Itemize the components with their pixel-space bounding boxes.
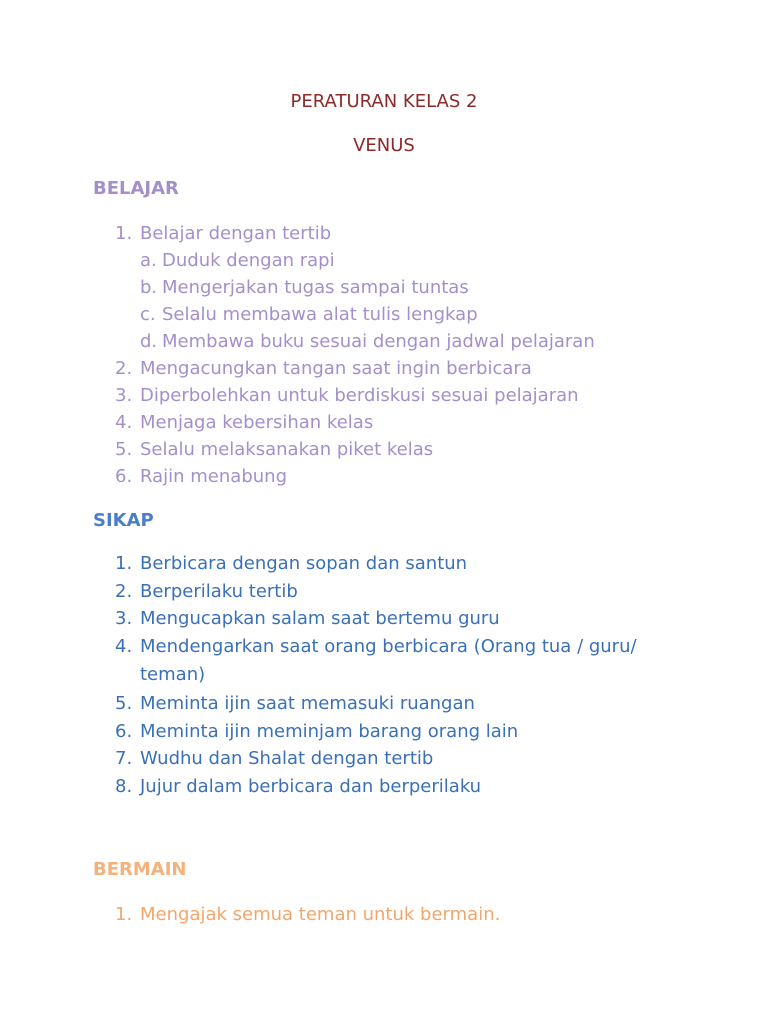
item-number: b. (140, 277, 158, 298)
item-text: Membawa buku sesuai dengan jadwal pelajaran (162, 331, 595, 352)
item-number: 2. (115, 580, 133, 602)
item-text: Berbicara dengan sopan dan santun (140, 553, 468, 574)
list-sikap (115, 550, 637, 800)
list-bermain (115, 901, 500, 928)
item-number: 3. (115, 608, 133, 629)
item-text: Diperbolehkan untuk berdiskusi sesuai pelajaran (140, 385, 579, 406)
section-heading-bermain: BERMAIN (93, 859, 187, 880)
item-text: teman) (140, 664, 206, 685)
item-text: Berperilaku tertib (140, 580, 298, 602)
list-item (115, 690, 637, 718)
list-item (115, 578, 637, 606)
item-text: Mengucapkan salam saat bertemu guru (140, 608, 500, 629)
item-text: Meminta ijin saat memasuki ruangan (140, 693, 475, 714)
list-belajar (115, 220, 595, 490)
list-item (115, 633, 637, 661)
list-item (115, 355, 595, 382)
item-text: Meminta ijin meminjam barang orang lain (140, 720, 519, 742)
item-text: Wudhu dan Shalat dengan tertib (140, 748, 434, 769)
item-text: Belajar dengan tertib (140, 223, 332, 244)
list-item (115, 382, 595, 409)
list-item (115, 901, 500, 928)
item-text: Mengerjakan tugas sampai tuntas (162, 277, 469, 298)
item-text: Mengajak semua teman untuk bermain. (140, 904, 501, 925)
item-number: 5. (115, 693, 133, 714)
item-number: 2. (115, 358, 133, 379)
item-text: Menjaga kebersihan kelas (140, 412, 374, 433)
item-number: c. (140, 304, 156, 325)
list-subitem (115, 301, 595, 328)
item-number: 5. (115, 439, 133, 460)
section-heading-sikap: SIKAP (93, 510, 154, 531)
document-title: PERATURAN KELAS 2 (290, 91, 478, 112)
item-number: 1. (115, 223, 133, 244)
item-number: 4. (115, 635, 133, 657)
item-number: d. (140, 331, 158, 352)
item-number: 1. (115, 553, 133, 574)
list-item (115, 773, 637, 801)
list-subitem (115, 274, 595, 301)
item-text: Rajin menabung (140, 466, 287, 487)
item-number: 4. (115, 412, 133, 433)
list-item (115, 745, 637, 773)
list-item (115, 436, 595, 463)
list-item (115, 463, 595, 490)
list-item (115, 550, 637, 578)
list-item (115, 220, 595, 247)
item-number: 6. (115, 720, 133, 742)
item-text: Mendengarkan saat orang berbicara (Orang tua / guru/ (140, 635, 637, 657)
list-subitem (115, 247, 595, 274)
list-item (115, 409, 595, 436)
item-text: Jujur dalam berbicara dan berperilaku (140, 775, 482, 797)
item-text: Selalu melaksanakan piket kelas (140, 439, 434, 460)
item-text: Mengacungkan tangan saat ingin berbicara (140, 358, 532, 379)
list-item-continuation (115, 660, 637, 690)
item-number: 7. (115, 748, 133, 769)
item-text: Selalu membawa alat tulis lengkap (162, 304, 478, 325)
section-heading-belajar: BELAJAR (93, 178, 179, 199)
item-text: Duduk dengan rapi (162, 250, 335, 271)
item-number: 3. (115, 385, 133, 406)
list-item (115, 718, 637, 746)
item-number: 8. (115, 775, 133, 797)
item-number: 1. (115, 904, 133, 925)
item-number: a. (140, 250, 157, 271)
list-subitem (115, 328, 595, 355)
item-number: 6. (115, 466, 133, 487)
document-subtitle: VENUS (353, 135, 415, 156)
list-item (115, 605, 637, 633)
